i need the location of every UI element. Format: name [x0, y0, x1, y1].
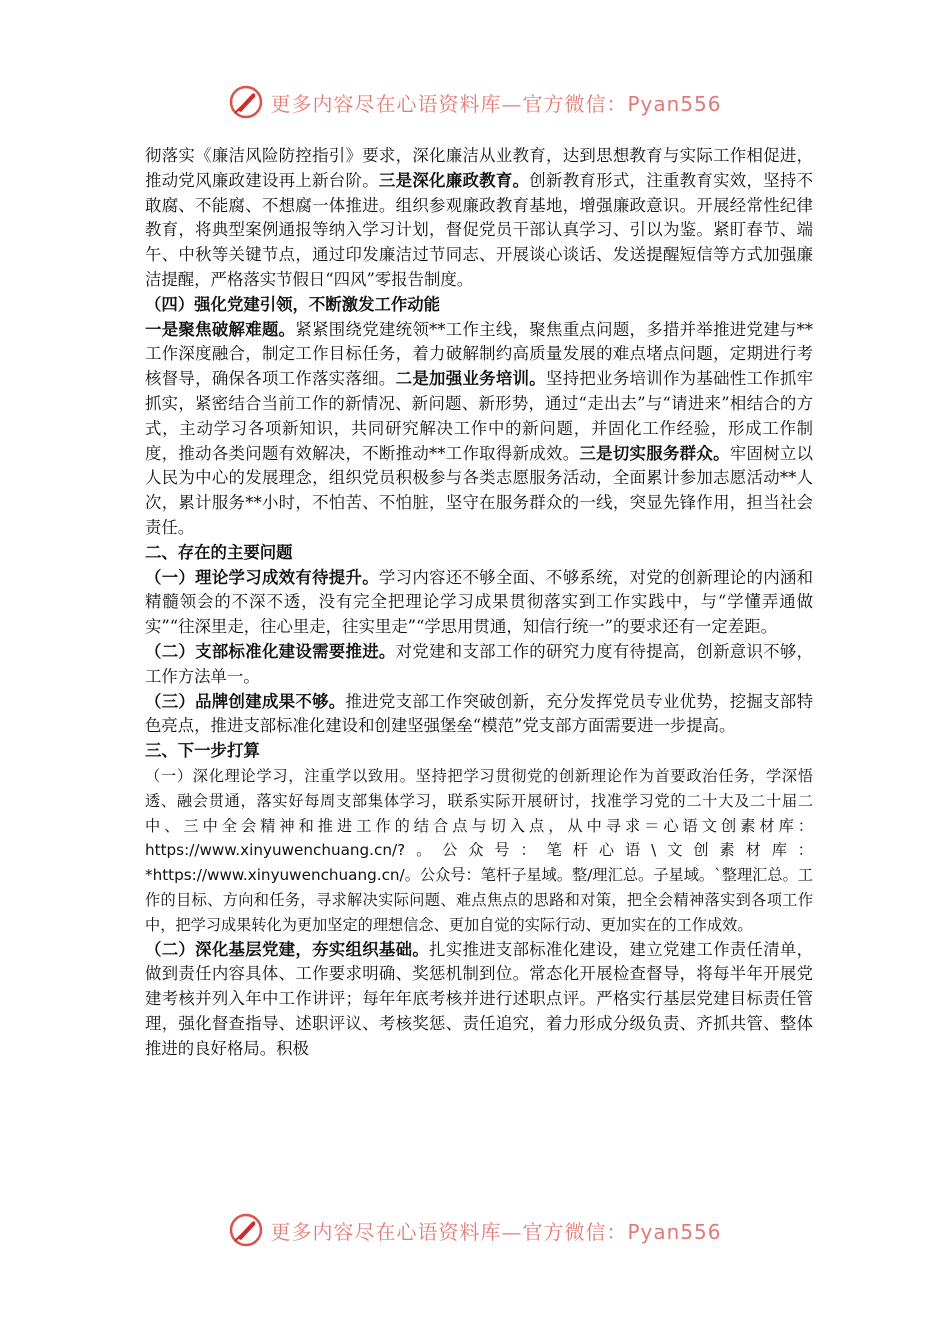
paragraph: （二）深化基层党建，夯实组织基础。扎实推进支部标准化建设，建立党建工作责任清单，做到责任内容具体、工作要求明确、奖惩机制到位。常态化开展检查督导，将每半年开展党建考核并列入年中工作讲评；每年年底考核并进行述职点评。严格实行基层党建目标责任管理，强化督查指导、述职评议、考核奖惩、责任追究，着力形成分级负责、齐抓共管、整体推进的良好格局。积极 — [145, 939, 814, 1058]
watermark-banner-bottom — [0, 1210, 950, 1250]
section-heading: 二、存在的主要问题 — [145, 542, 293, 562]
paragraph: （一）深化理论学习，注重学以致用。坚持把学习贯彻党的创新理论作为首要政治任务，学深悟透、融会贯通，落实好每周支部集体学习，联系实际开展研讨，找准学习党的二十大及二十届二中、三中全会精神和推进工作的结合点与切入点，从中寻求＝心语文创素材库：https://www.xinyuwenchuang.cn/?。公众号：笔杆心语\文创素材库：*https://www.xinyuwenchuang.cn/。公众号：笔杆子星域。整/理汇总。子星域。`整理汇总。工作的目标、方向和任务，寻求解决实际问题、难点焦点的思路和对策，把全会精神落实到各项工作中，把学习成果转化为更加坚定的理想信念、更加自觉的实际行动、更加实在的工作成效。 — [145, 766, 813, 934]
paragraph: （一）理论学习成效有待提升。学习内容还不够全面、不够系统，对党的创新理论的内涵和精髓领会的不深不透，没有完全把理论学习成果贯彻落实到工作实践中，与“学懂弄通做实”“往深里走，往心里走，往实里走”“学思用贯通，知信行统一”的要求还有一定差距。 — [145, 567, 814, 637]
paragraph: 一是聚焦破解难题。紧紧围绕党建统领**工作主线，聚焦重点问题，多措并举推进党建与**工作深度融合，制定工作目标任务，着力破解制约高质量发展的难点堵点问题，定期进行考核督导，确保各项工作落实落细。二是加强业务培训。坚持把业务培训作为基础性工作抓牢抓实，紧密结合当前工作的新情况、新问题、新形势，通过“走出去”与“请进来”相结合的方式，主动学习各项新知识，共同研究解决工作中的新问题，并固化工作经验，形成工作制度，推动各类问题有效解决，不断推动**工作取得新成效。三是切实服务群众。牢固树立以人民为中心的发展理念，组织党员积极参与各类志愿服务活动，全面累计参加志愿活动**人次，累计服务**小时，不怕苦、不怕脏，坚守在服务群众的一线，突显先锋作用，担当社会责任。 — [145, 319, 814, 537]
watermark-text: 更多内容尽在心语资料库—官方微信：Pyan556 — [270, 91, 722, 116]
document-body — [145, 144, 813, 1061]
watermark-text: 更多内容尽在心语资料库—官方微信：Pyan556 — [270, 1219, 722, 1244]
quill-logo-icon — [228, 84, 264, 120]
section-heading: 三、下一步打算 — [145, 741, 260, 761]
watermark-banner-top — [0, 82, 950, 122]
quill-logo-icon — [228, 1212, 264, 1248]
section-heading: （四）强化党建引领，不断激发工作动能 — [145, 294, 441, 314]
paragraph: （二）支部标准化建设需要推进。对党建和支部工作的研究力度有待提高，创新意识不够，工作方法单一。 — [145, 641, 814, 686]
paragraph: 彻落实《廉洁风险防控指引》要求，深化廉洁从业教育，达到思想教育与实际工作相促进，推动党风廉政建设再上新台阶。三是深化廉政教育。创新教育形式，注重教育实效，坚持不敢腐、不能腐、不想腐一体推进。组织参观廉政教育基地，增强廉政意识。开展经常性纪律教育，将典型案例通报等纳入学习计划，督促党员干部认真学习、引以为鉴。紧盯春节、端午、中秋等关键节点，通过印发廉洁过节同志、开展谈心谈话、发送提醒短信等方式加强廉洁提醒，严格落实节假日“四风”零报告制度。 — [145, 146, 814, 289]
paragraph: （三）品牌创建成果不够。推进党支部工作突破创新，充分发挥党员专业优势，挖掘支部特色亮点，推进支部标准化建设和创建坚强堡垒“模范”党支部方面需要进一步提高。 — [145, 691, 814, 736]
